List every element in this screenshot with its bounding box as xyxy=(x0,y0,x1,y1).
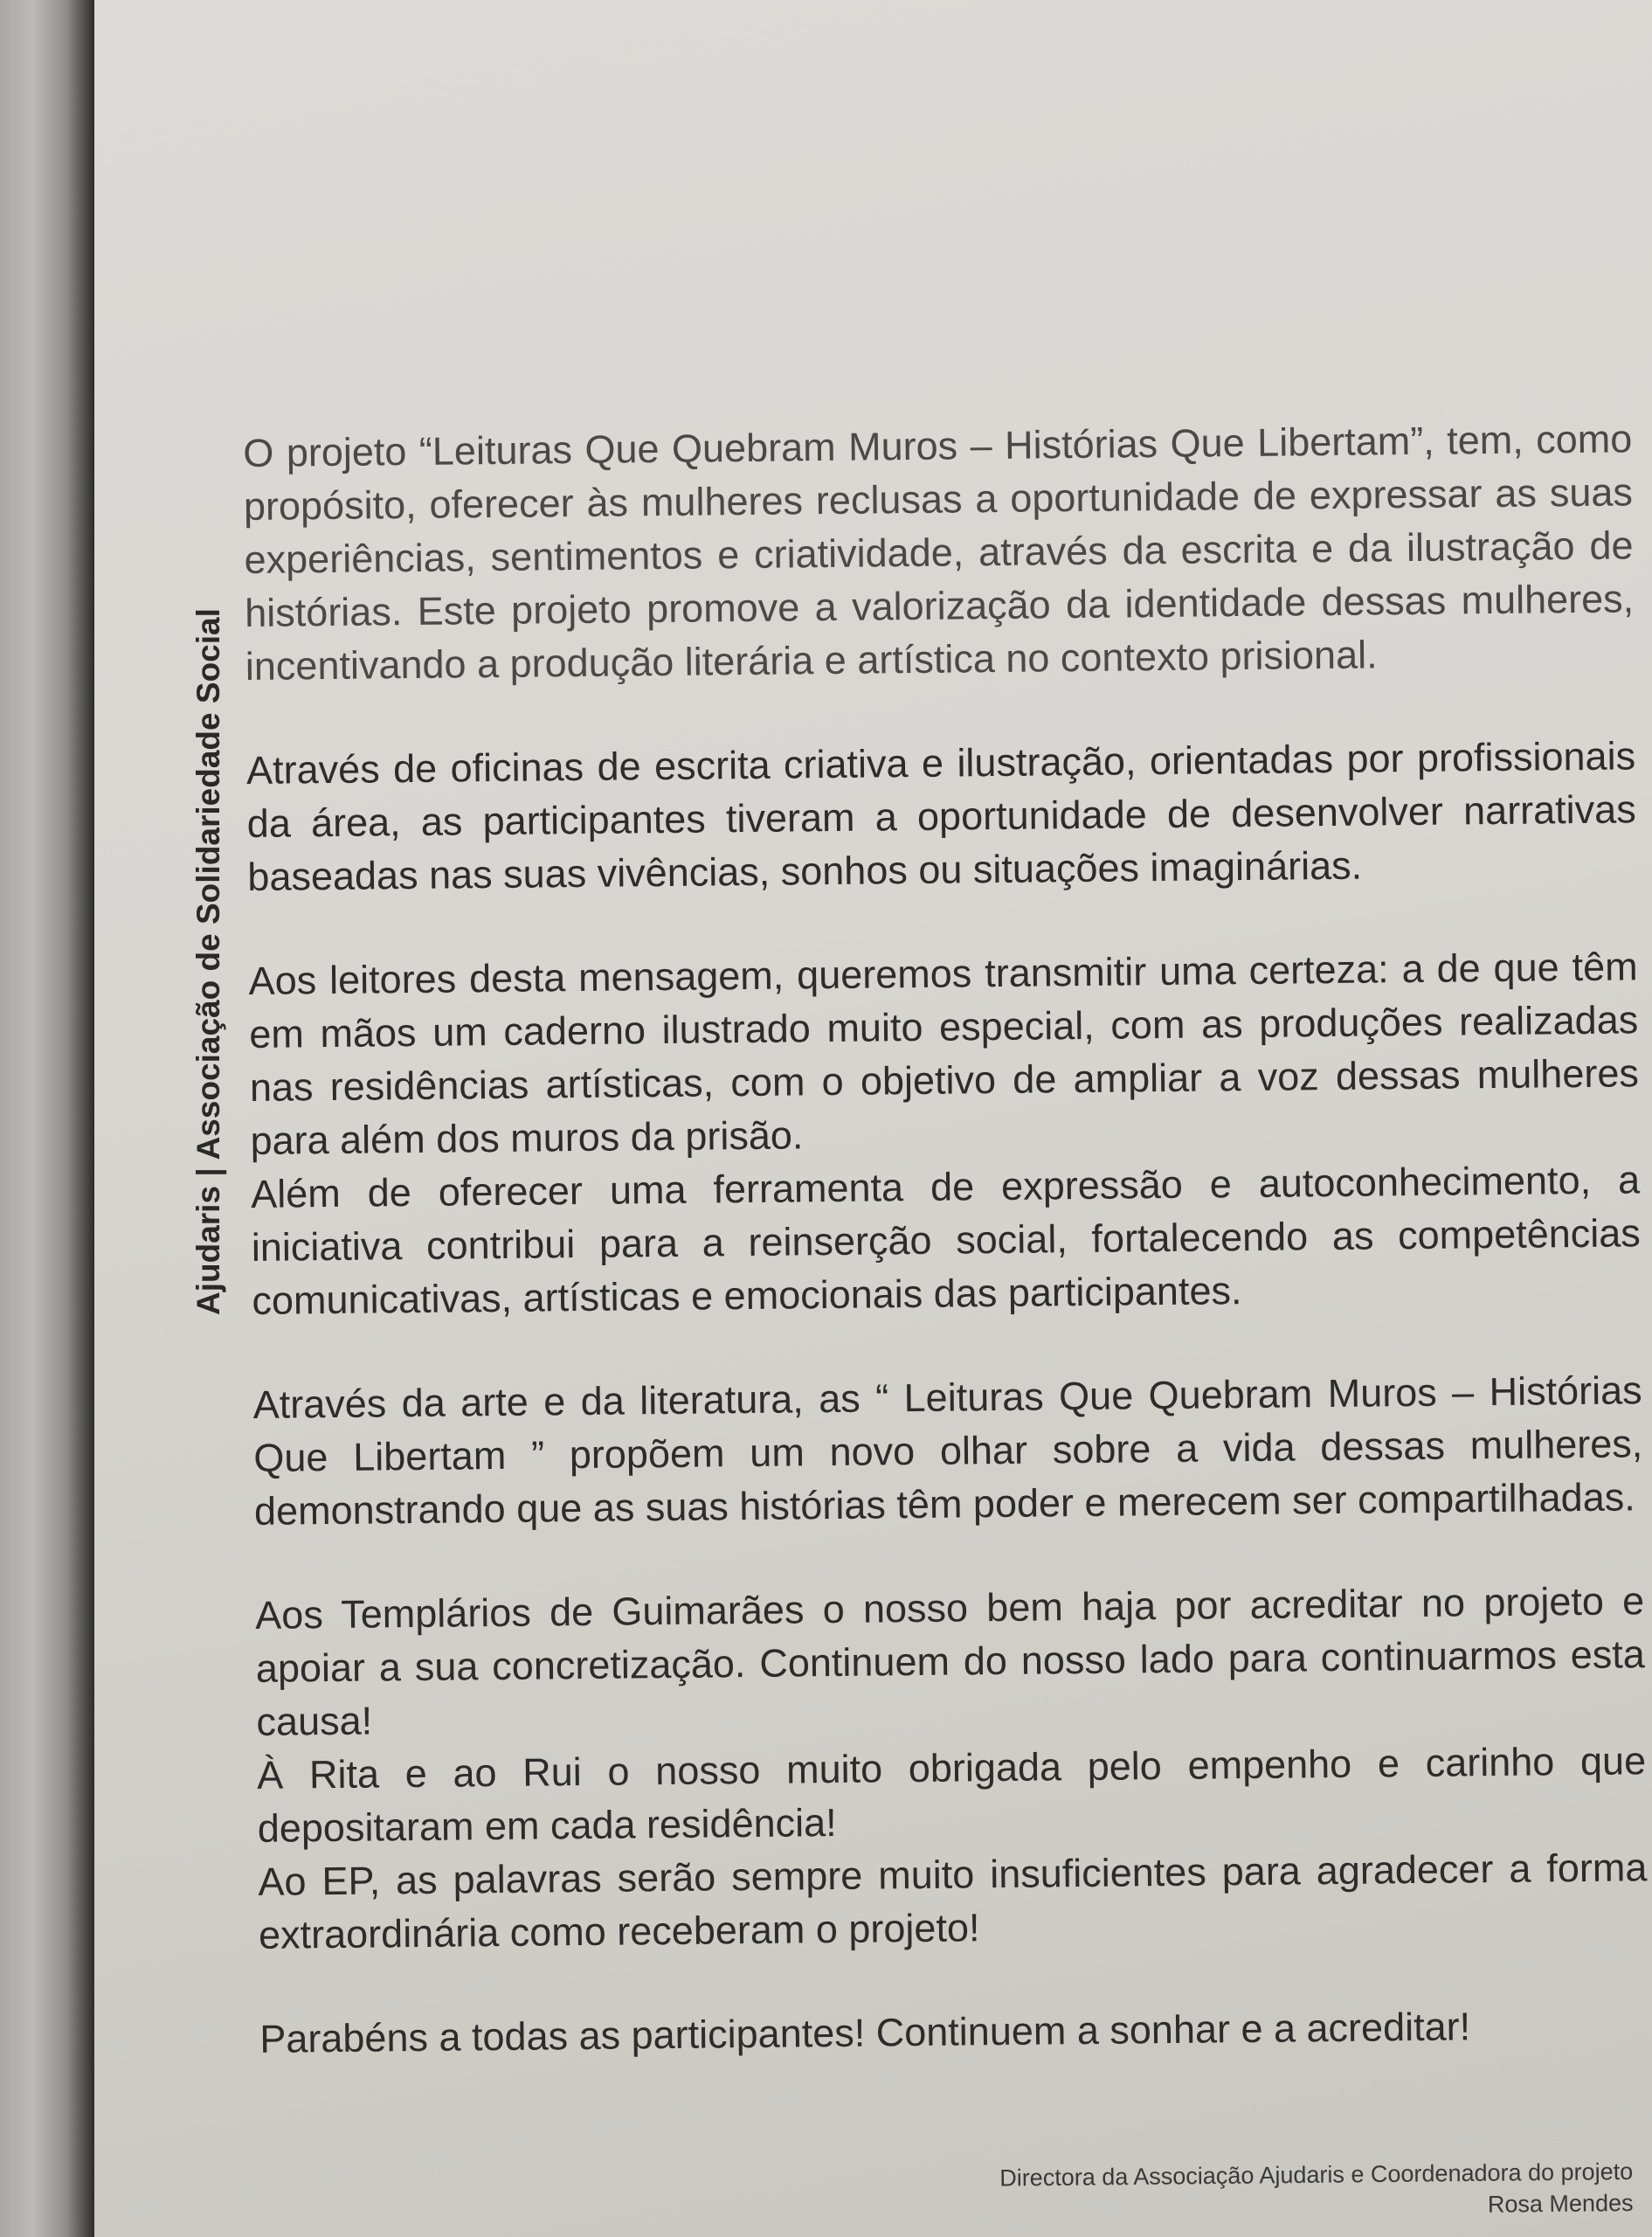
paragraph-thanks-templarios: Aos Templários de Guimarães o nosso bem haja por acreditar no projeto e apoiar a sua concretização. Continuem do nosso lado para continuarmos esta causa! xyxy=(254,1578,1646,1744)
paragraph-workshops: Através de oficinas de escrita criativa e ilustração, orientadas por profissionais da área, as participantes tiveram a oportunidade de desenvolver narrativas baseadas nas suas vivências, sonhos ou situações imaginárias. xyxy=(245,733,1636,899)
signature-block xyxy=(999,2156,1634,2226)
page-binding-edge xyxy=(0,0,94,2237)
paragraph-art-literature: Através da arte e da literatura, as “ Leituras Que Quebram Muros – Histórias Que Libertam ” propõem um novo olhar sobre a vida dessas mulheres, demonstrando que as suas histórias têm poder e merecem ser compartilhadas. xyxy=(252,1368,1643,1534)
organization-name: Ajudaris | Associação de Solidariedade Social xyxy=(190,608,226,1315)
vertical-organization-label xyxy=(190,441,229,1315)
paragraph-intro: O projeto “Leituras Que Quebram Muros – Histórias Que Libertam”, tem, como propósito, oferecer às mulheres reclusas a oportunidade de expressar as suas experiências, sentimentos e criatividade, através da escrita e da ilustração de histórias. Este projeto promove a valorização da identidade dessas mulheres, incentivando a produção literária e artística no contexto prisional. xyxy=(243,416,1635,689)
paragraph-thanks-ep: Ao EP, as palavras serão sempre muito insuficientes para agradecer a forma extraordinária como receberam o projeto! xyxy=(258,1845,1648,1957)
paragraph-readers: Aos leitores desta mensagem, queremos transmitir uma certeza: a de que têm em mãos um caderno ilustrado muito especial, com as produções realizadas nas residências artísticas, com o objetivo de ampliar a voz dessas mulheres para além dos muros da prisão. xyxy=(248,944,1640,1163)
paragraph-congratulations: Parabéns a todas as participantes! Continuem a sonhar e a acreditar! xyxy=(259,2004,1471,2061)
signature-role: Directora da Associação Ajudaris e Coordenadora do projeto xyxy=(999,2157,1634,2192)
body-text xyxy=(243,412,1649,2066)
paragraph-thanks-rita-rui: À Rita e ao Rui o nosso muito obrigada pelo empenho e carinho que depositaram em cada residência! xyxy=(256,1738,1647,1851)
paragraph-reinsertion: Além de oferecer uma ferramenta de expressão e autoconhecimento, a iniciativa contribui para a reinserção social, fortalecendo as competências comunicativas, artísticas e emocionais das participantes. xyxy=(250,1157,1642,1323)
signature-name: Rosa Mendes xyxy=(1487,2189,1634,2218)
